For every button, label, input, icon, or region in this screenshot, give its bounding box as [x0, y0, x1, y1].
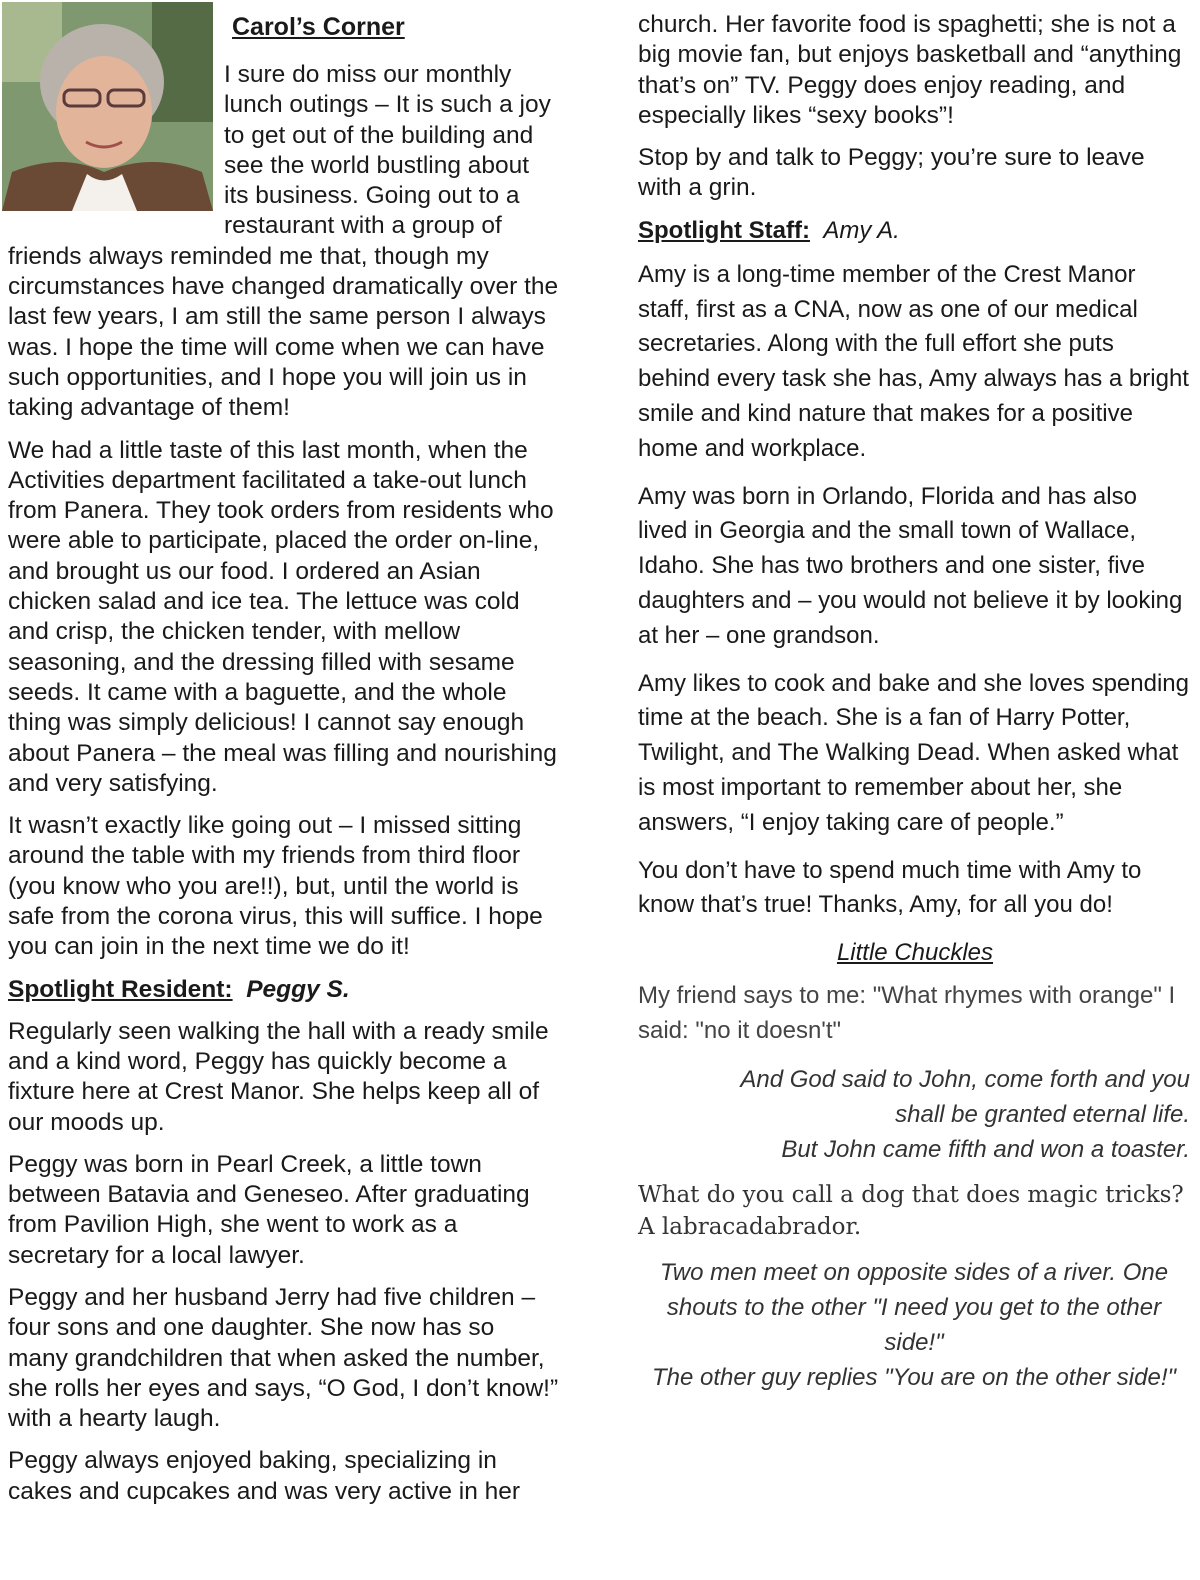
peggy-paragraph-3: Peggy and her husband Jerry had five children – four sons and one daughter. She now has so many grandchildren that when asked the number, she rolls her eyes and says, “O God, I don’t know!” with a hearty laugh.: [8, 1283, 559, 1433]
amy-paragraph-1: Amy is a long-time member of the Crest Manor staff, first as a CNA, now as one of our medical secretaries. Along with the full effort she puts behind every task she has, Amy always has a bright smile and kind nature that makes for a positive home and workplace.: [638, 260, 1189, 462]
peggy-paragraph-4: Peggy always enjoyed baking, specializing in cakes and cupcakes and was very active in her: [8, 1447, 521, 1505]
carol-paragraph-1: I sure do miss our monthly lunch outings – It is such a joy to get out of the building and see the world bustling about its business. Going out to a restaurant with a group of friends always reminded me that, though my circumstances have changed dramatically over the last few years, I am still the same person I always was. I hope the time will come when we can have such opportunities, and I hope you will join us in taking advantage of them!: [8, 61, 559, 422]
peggy-closing: Stop by and talk to Peggy; you’re sure to leave with a grin.: [638, 144, 1145, 202]
spotlight-staff-label: Spotlight Staff:: [638, 216, 810, 244]
joke-river-line-2: The other guy replies "You are on the other side!": [651, 1363, 1177, 1391]
spotlight-staff-heading: [638, 216, 1192, 246]
joke-orange: My friend says to me: "What rhymes with orange" I said: "no it doesn't": [638, 981, 1176, 1044]
spotlight-resident-label: Spotlight Resident:: [8, 975, 233, 1003]
amy-paragraph-2: Amy was born in Orlando, Florida and has also lived in Georgia and the small town of Wallace, Idaho. She has two brothers and one sister, five daughters and – you would not believe it by looking at her – one grandson.: [638, 482, 1183, 649]
carol-photo: [2, 2, 213, 211]
spotlight-staff-name: Amy A.: [823, 216, 900, 244]
little-chuckles-title: Little Chuckles: [836, 939, 994, 967]
amy-paragraph-4: You don’t have to spend much time with Amy to know that’s true! Thanks, Amy, for all you do!: [638, 856, 1142, 919]
portrait-image: [2, 2, 213, 211]
carol-paragraph-3: It wasn’t exactly like going out – I missed sitting around the table with my friends from third floor (you know who you are!!), but, until the world is safe from the corona virus, this will suffice. I hope you can join in the next time we do it!: [8, 812, 543, 961]
peggy-paragraph-1: Regularly seen walking the hall with a ready smile and a kind word, Peggy has quickly become a fixture here at Crest Manor. She helps keep all of our moods up.: [8, 1017, 549, 1136]
joke-john-line-2: But John came fifth and won a toaster.: [781, 1135, 1190, 1163]
left-column: [0, 0, 560, 1519]
spotlight-resident-name: Peggy S.: [246, 975, 350, 1003]
spotlight-resident-heading: [8, 975, 560, 1005]
carol-corner-title: Carol’s Corner: [232, 13, 405, 41]
carol-paragraph-2: We had a little taste of this last month, when the Activities department facilitated a take-out lunch from Panera. They took orders from residents who were able to participate, placed the order on-line, and brought us our food. I ordered an Asian chicken salad and ice tea. The lettuce was cold and crisp, the chicken tender, with mellow seasoning, and the dressing filled with sesame seeds. It came with a baguette, and the whole thing was simply delicious! I cannot say enough about Panera – the meal was filling and nourishing and very satisfying.: [8, 436, 557, 797]
peggy-continued: church. Her favorite food is spaghetti; she is not a big movie fan, but enjoys basketball and “anything that’s on” TV. Peggy does enjoy reading, and especially likes “sexy books”!: [638, 11, 1182, 129]
right-column: [636, 0, 1192, 1395]
joke-john-line-1: And God said to John, come forth and you shall be granted eternal life.: [740, 1065, 1190, 1128]
amy-paragraph-3: Amy likes to cook and bake and she loves spending time at the beach. She is a fan of Harry Potter, Twilight, and The Walking Dead. When asked what is most important to remember about her, she answers, “I enjoy taking care of people.”: [638, 669, 1190, 836]
peggy-paragraph-2: Peggy was born in Pearl Creek, a little town between Batavia and Geneseo. After graduating from Pavilion High, she went to work as a secretary for a local lawyer.: [8, 1150, 530, 1269]
joke-river-line-1: Two men meet on opposite sides of a river. One shouts to the other "I need you get to the other side!": [659, 1258, 1169, 1356]
joke-labracadabrador: What do you call a dog that does magic tricks? A labracadabrador.: [638, 1181, 1184, 1240]
